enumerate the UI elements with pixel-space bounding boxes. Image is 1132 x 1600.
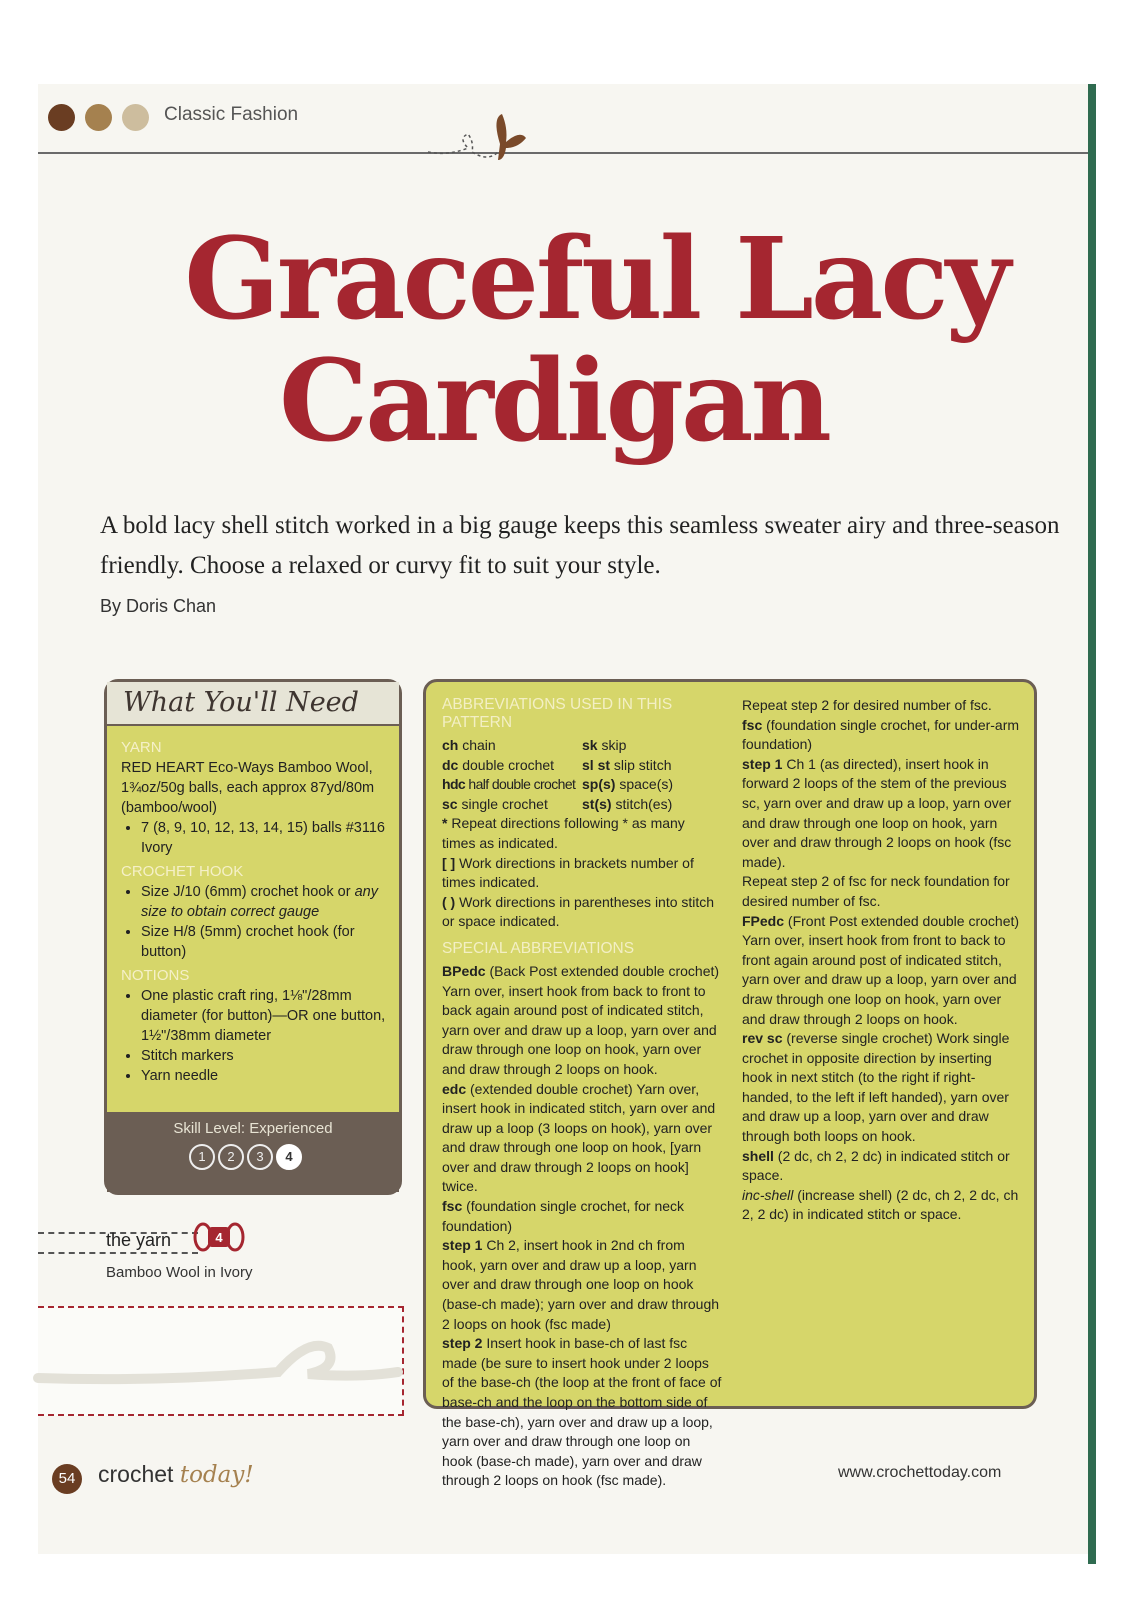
abbr-step1-underarm [742, 755, 1024, 873]
notions-item-3: • Yarn needle [141, 1066, 391, 1086]
abbr-revsc [742, 1029, 1024, 1147]
abbr-revsc-key: rev sc [742, 1030, 783, 1047]
abbr-fsc-neck-key: fsc [442, 1198, 463, 1215]
yarn-heading: YARN [121, 739, 162, 756]
abbr-edc-key: edc [442, 1080, 467, 1097]
abbr-bpedc-value: (Back Post extended double crochet) Yarn over, insert hook from back to front to back again around post of indicated stitch, yarn over and draw up a loop, yarn over and draw through one loop on hook, yarn over and draw through 2 loops on hook. [442, 962, 720, 1077]
brand-logo [98, 1461, 254, 1488]
tan-dot-icon [85, 104, 112, 131]
abbr-ch [442, 736, 582, 756]
abbr-sc-key: sc [442, 795, 458, 812]
abbr-star-key: * [442, 815, 448, 832]
abbr-revsc-value: (reverse single crochet) Work single crochet in opposite direction by inserting hook in next stitch (to the right if right-handed, to the left if left handed), yarn over and draw up a loop, yarn over and draw through both loops on hook. [742, 1030, 1010, 1145]
basic-abbreviations-grid [442, 736, 722, 814]
beige-dot-icon [122, 104, 149, 131]
abbreviations-column-2 [742, 696, 1024, 1225]
yarn-strand-icon [38, 1308, 398, 1408]
abbr-fpedc [742, 912, 1024, 1030]
header-rule [38, 152, 1094, 154]
need-title: What You'll Need [123, 687, 359, 718]
repeat-note-2: Repeat step 2 of fsc for neck foundation for desired number of fsc. [742, 873, 1010, 909]
abbr-edc [442, 1080, 722, 1198]
abbr-slst-key: sl st [582, 756, 611, 773]
notions-item-2: • Stitch markers [141, 1046, 391, 1066]
need-body [121, 734, 391, 1086]
abbr-brackets-value: Work directions in brackets number of times indicated. [442, 854, 694, 891]
abbr-fsc-underarm-key: fsc [742, 716, 763, 733]
abbr-fsc-neck-value: (foundation single crochet, for neck foundation) [442, 1198, 685, 1234]
hook-item-2: • Size H/8 (5mm) crochet hook (for button) [141, 922, 391, 962]
abbr-step2-neck [442, 1334, 722, 1491]
yarn-swatch-area [38, 1306, 404, 1416]
abbr-shell-value: (2 dc, ch 2, 2 dc) in indicated stitch or space. [742, 1147, 1010, 1184]
brand-word-1: crochet [98, 1461, 174, 1487]
need-header [107, 682, 399, 726]
skill-level-4-selected: 4 [276, 1144, 302, 1170]
skill-level-circles [189, 1144, 305, 1170]
abbr-sps [582, 775, 722, 795]
abbr-sps-key: sp(s) [582, 776, 616, 793]
abbr-step1-neck-value: Ch 2, insert hook in 2nd ch from hook, yarn over and draw up a loop, yarn over and draw through one loop on hook (base-ch made); yarn over and draw through 2 loops on hook (fsc made) [442, 1237, 720, 1332]
abbr-star [442, 814, 722, 853]
yarn-text: RED HEART Eco-Ways Bamboo Wool, 1¾oz/50g balls, each approx 87yd/80m (bamboo/wool) [121, 760, 375, 816]
abbr-step1-underarm-key: step 1 [742, 755, 783, 772]
abbr-sc-value: single crochet [461, 795, 548, 812]
abbr-incshell-key: inc-shell [742, 1186, 794, 1203]
skill-level-3: 3 [247, 1144, 273, 1170]
magazine-page [38, 84, 1094, 1554]
abbr-shell [742, 1147, 1024, 1186]
brown-dot-icon [48, 104, 75, 131]
abbr-sc [442, 795, 582, 815]
abbr-fsc-neck [442, 1197, 722, 1236]
notions-heading: NOTIONS [121, 967, 190, 984]
skill-label: Skill Level: Experienced [173, 1120, 333, 1137]
abbr-parens-value: Work directions in parentheses into stitch or space indicated. [442, 893, 715, 930]
abbr-ch-key: ch [442, 737, 459, 753]
abbr-slst-value: slip stitch [613, 756, 672, 773]
abbr-star-value: Repeat directions following * as many times as indicated. [442, 815, 685, 851]
hook-item-1 [141, 882, 391, 922]
hook-item-1-note: any size to obtain correct gauge [141, 884, 378, 920]
abbr-bpedc-key: BPedc [442, 962, 486, 979]
page-number: 54 [52, 1464, 82, 1494]
abbr-bpedc [442, 962, 722, 1080]
skill-level-1: 1 [189, 1144, 215, 1170]
abbr-incshell-value: (increase shell) (2 dc, ch 2, 2 dc, ch 2, 2 dc) in indicated stitch or space. [742, 1186, 1019, 1223]
abbr-slst [582, 756, 722, 776]
hook-item-1-text: Size J/10 (6mm) crochet hook or [141, 884, 351, 900]
byline: By Doris Chan [100, 596, 217, 616]
abbr-hdc-value: half double crochet [468, 776, 576, 793]
abbr-sk-value: skip [601, 737, 627, 753]
butterfly-icon [428, 108, 528, 168]
abbr-step2-neck-value: Insert hook in base-ch of last fsc made (be sure to insert hook under 2 loops of the base-ch (the loop at the front of face of base-ch and the loop on the bottom side of the base-ch), yarn over and draw up a loop, yarn over and draw through one loop on hook (base-ch made), yarn over and draw through 2 loops on hook (fsc made). [442, 1335, 722, 1489]
hook-heading: CROCHET HOOK [121, 863, 244, 880]
section-label: Classic Fashion [164, 104, 299, 125]
abbr-edc-value: (extended double crochet) Yarn over, insert hook in indicated stitch, yarn over and draw up a loop (3 loops on hook), yarn over and draw through one loop on hook, [yarn over and draw through 2 loops on hook] twice. [442, 1080, 716, 1195]
brand-word-2: today! [179, 1462, 254, 1488]
skill-level-bar [107, 1112, 399, 1192]
title-line-1: Graceful Lacy [184, 214, 1008, 345]
yarn-item: • 7 (8, 9, 10, 12, 13, 14, 15) balls #3116 Ivory [141, 818, 391, 858]
abbr-hdc [442, 775, 582, 795]
abbr-fsc-underarm-value: (foundation single crochet, for under-arm foundation) [742, 716, 1020, 753]
website-url: www.crochettoday.com [838, 1464, 1002, 1481]
abbr-sps-value: space(s) [619, 776, 674, 793]
yarn-weight-icon [194, 1222, 244, 1252]
special-abbreviations-heading: SPECIAL ABBREVIATIONS [442, 939, 635, 957]
yarn-tag-label: the yarn [106, 1230, 172, 1250]
abbr-step1-neck-key: step 1 [442, 1237, 483, 1254]
abbr-dc [442, 756, 582, 776]
abbr-step1-neck [442, 1236, 722, 1334]
abbr-ch-value: chain [462, 737, 496, 753]
abbr-brackets-key: [ ] [442, 854, 456, 871]
abbr-fpedc-key: FPedc [742, 912, 785, 929]
abbr-brackets [442, 854, 722, 893]
yarn-weight-number: 4 [215, 1230, 223, 1245]
abbr-dc-key: dc [442, 756, 459, 773]
abbr-fpedc-value: (Front Post extended double crochet) Yarn over, insert hook from front to back to front again around post of indicated stitch, yarn over and draw up a loop, yarn over and draw through one loop on hook, yarn over and draw through 2 loops on hook. [742, 912, 1020, 1027]
abbr-sts-key: st(s) [582, 795, 612, 812]
abbr-fsc-underarm [742, 716, 1024, 755]
intro-text: A bold lacy shell stitch worked in a big gauge keeps this seamless sweater airy and three-season friendly. Choose a relaxed or curvy fit to suit your style. [100, 512, 1060, 579]
notions-item-1: • One plastic craft ring, 1⅛"/28mm diameter (for button)—OR one button, 1½"/38mm diameter [141, 986, 391, 1046]
abbreviations-heading: ABBREVIATIONS USED IN THIS PATTERN [442, 696, 673, 731]
title-line-2: Cardigan [279, 336, 829, 467]
abbr-hdc-key: hdc [442, 776, 466, 793]
page-edge-stripe [1088, 84, 1096, 1564]
abbr-parens-key: ( ) [442, 893, 456, 910]
yarn-tag-line-bottom [38, 1252, 198, 1254]
repeat-note-1: Repeat step 2 for desired number of fsc. [742, 697, 992, 713]
abbr-sk-key: sk [582, 737, 598, 753]
abbr-sts [582, 795, 722, 815]
abbr-step1-underarm-value: Ch 1 (as directed), insert hook in forward 2 loops of the stem of the previous sc, yarn over and draw up a loop, yarn over and draw through one loop on hook, yarn over and draw through 2 loops on hook (fsc made). [742, 755, 1012, 870]
abbr-dc-value: double crochet [462, 756, 555, 773]
abbr-sts-value: stitch(es) [615, 795, 673, 812]
abbr-step2-neck-key: step 2 [442, 1335, 483, 1352]
skill-level-2: 2 [218, 1144, 244, 1170]
what-youll-need-box [104, 679, 402, 1195]
abbr-parens [442, 893, 722, 932]
abbr-sk [582, 736, 722, 756]
abbr-incshell [742, 1186, 1024, 1225]
abbreviations-column-1 [442, 696, 722, 1491]
yarn-tag-sub: Bamboo Wool in Ivory [106, 1264, 253, 1281]
abbr-shell-key: shell [742, 1147, 774, 1164]
